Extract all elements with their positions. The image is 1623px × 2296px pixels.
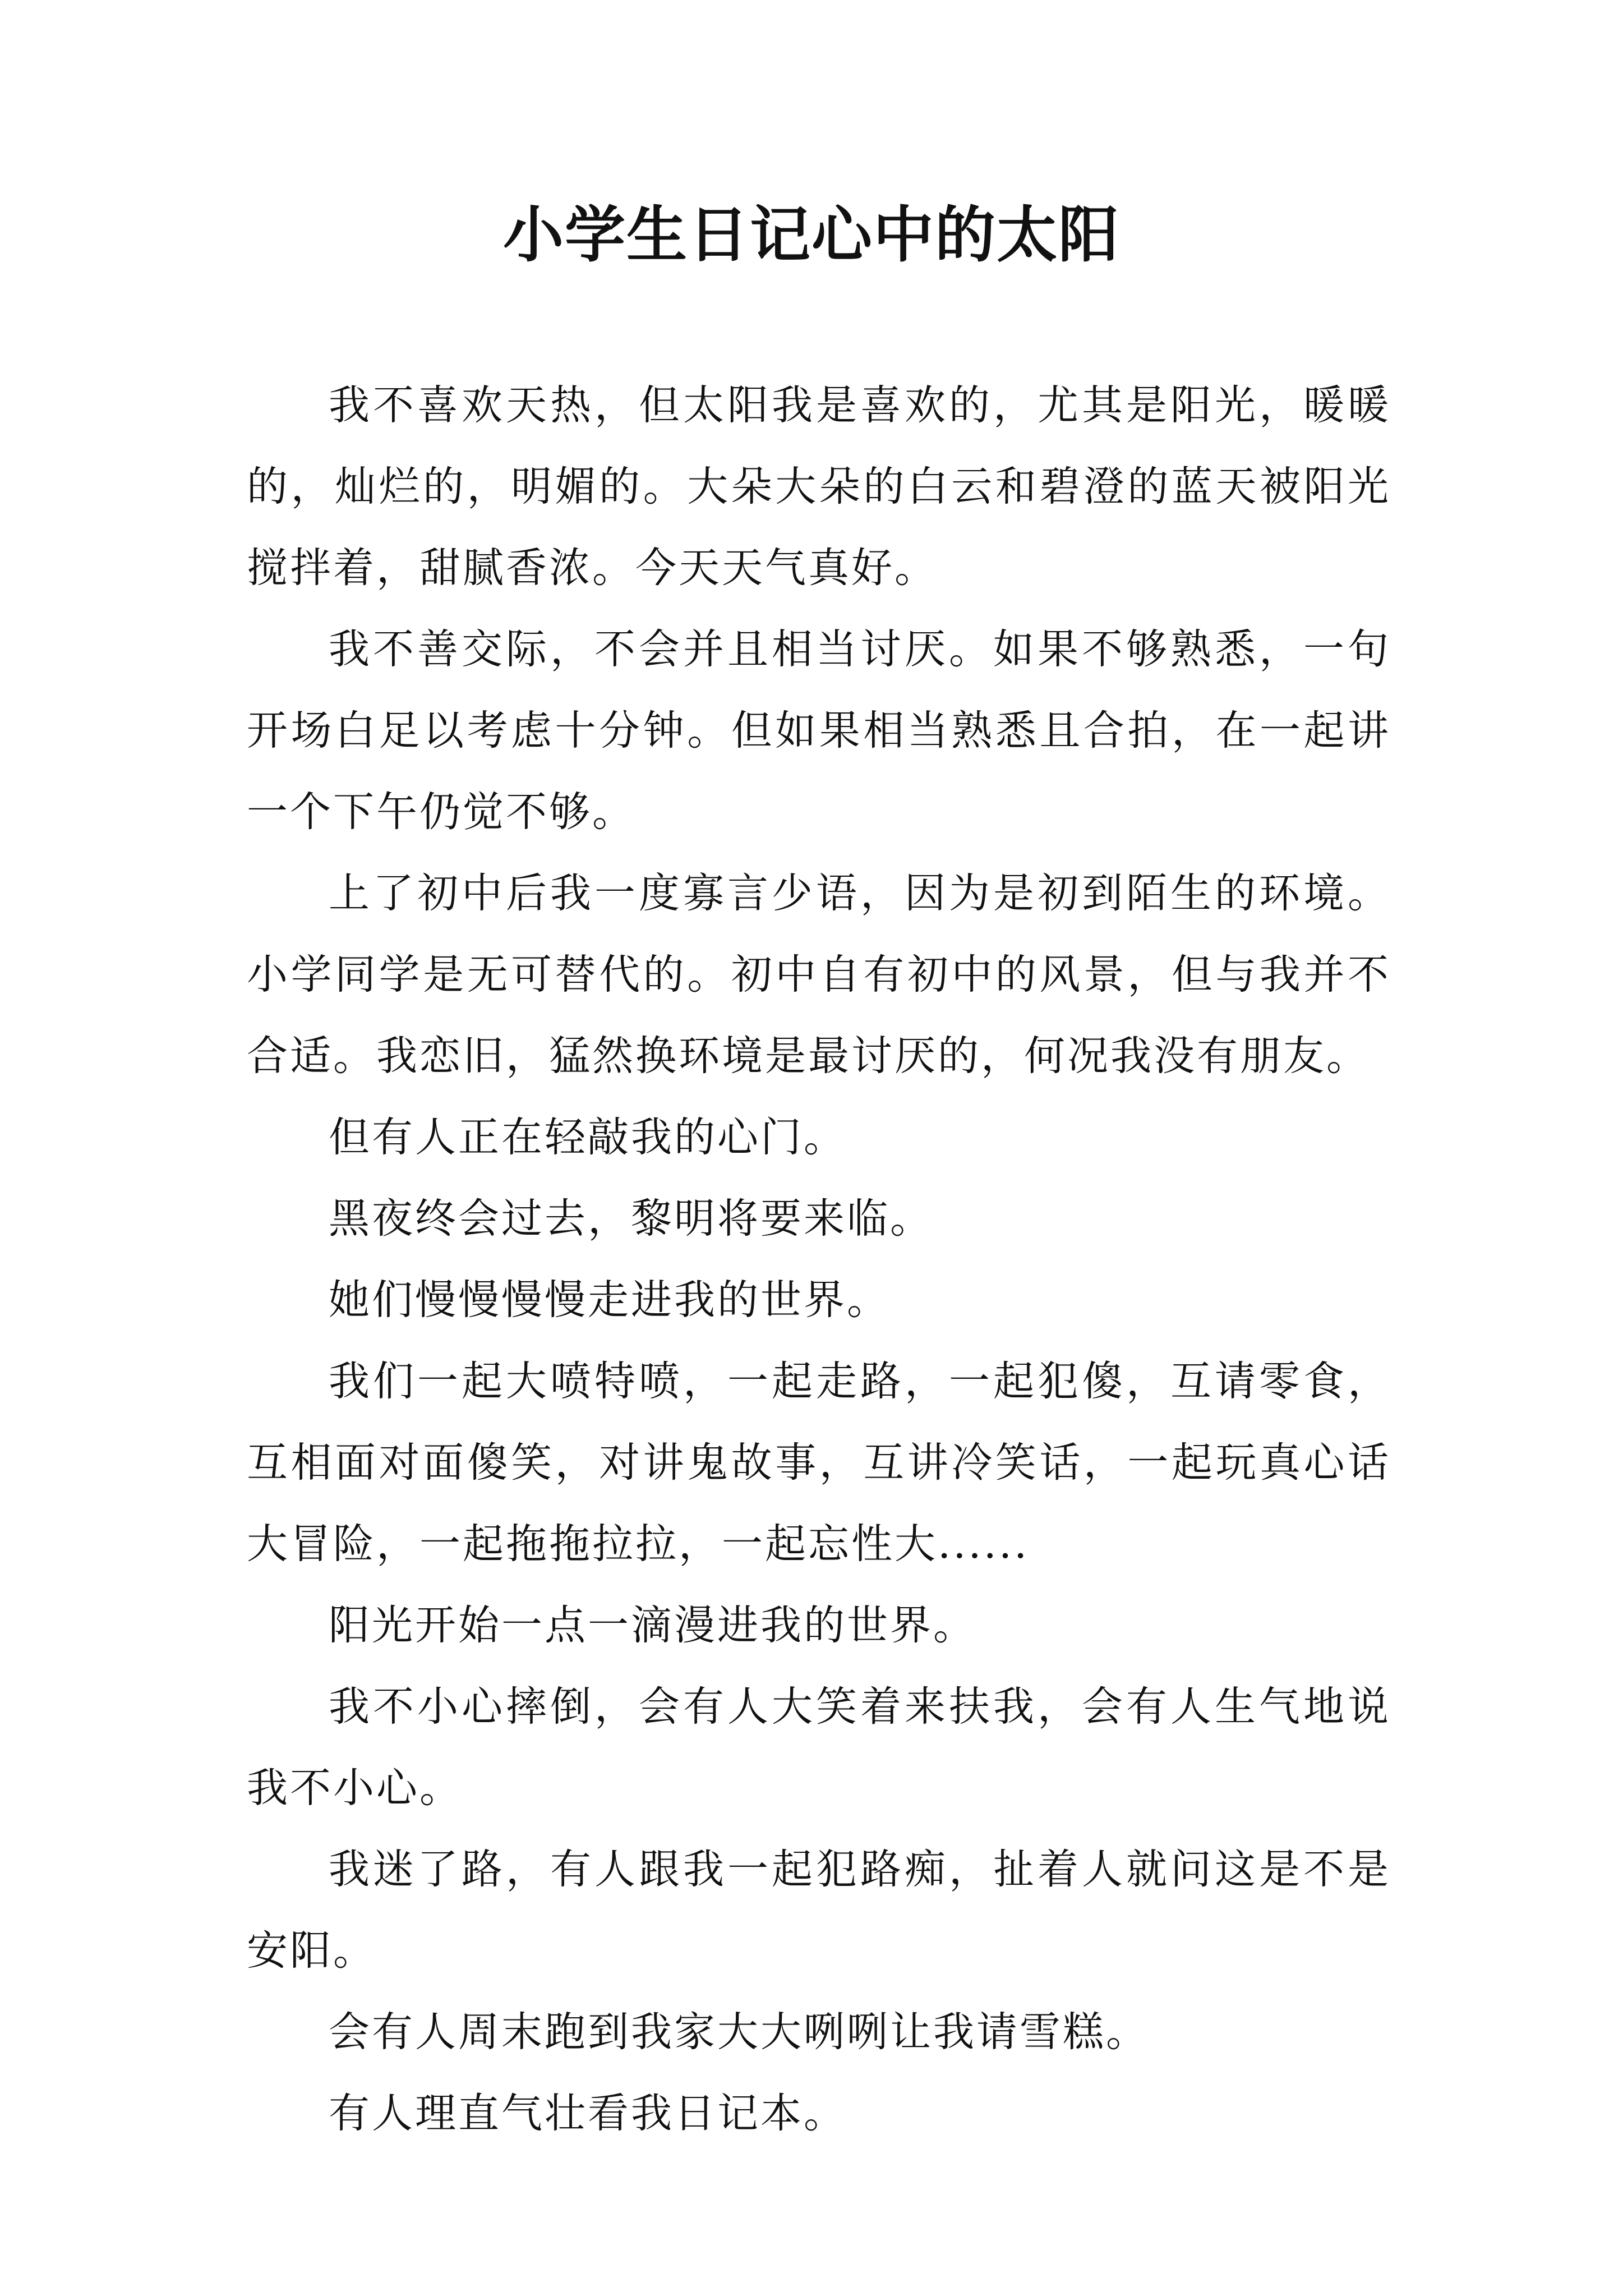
paragraph: 我们一起大喷特喷，一起走路，一起犯傻，互请零食，互相面对面傻笑，对讲鬼故事，互讲冷笑话，一起玩真心话大冒险，一起拖拖拉拉，一起忘性大...... [247,1358,1391,1568]
paragraph: 上了初中后我一度寡言少语，因为是初到陌生的环境。小学同学是无可替代的。初中自有初中的风景，但与我并不合适。我恋旧，猛然换环境是最讨厌的，何况我没有朋友。 [247,869,1391,1080]
paragraph: 阳光开始一点一滴漫进我的世界。 [329,1602,976,1649]
paragraph: 但有人正在轻敲我的心门。 [329,1114,847,1161]
paragraph: 黑夜终会过去，黎明将要来临。 [329,1195,933,1243]
paragraph: 我不喜欢天热，但太阳我是喜欢的，尤其是阳光，暖暖的，灿烂的，明媚的。大朵大朵的白云和碧澄的蓝天被阳光搅拌着，甜腻香浓。今天天气真好。 [247,381,1391,592]
paragraph: 会有人周末跑到我家大大咧咧让我请雪糕。 [329,2008,1149,2056]
paragraph: 有人理直气壮看我日记本。 [329,2090,847,2137]
page-title: 小学生日记心中的太阳 [502,200,1120,270]
paragraph: 我不小心摔倒，会有人大笑着来扶我，会有人生气地说我不小心。 [247,1683,1391,1812]
document-body [247,365,1391,2154]
paragraph: 我不善交际，不会并且相当讨厌。如果不够熟悉，一句开场白足以考虑十分钟。但如果相当熟悉且合拍，在一起讲一个下午仍觉不够。 [247,625,1391,836]
paragraph: 我迷了路，有人跟我一起犯路痴，扯着人就问这是不是安阳。 [247,1846,1391,1975]
paragraph: 她们慢慢慢慢走进我的世界。 [329,1276,890,1324]
